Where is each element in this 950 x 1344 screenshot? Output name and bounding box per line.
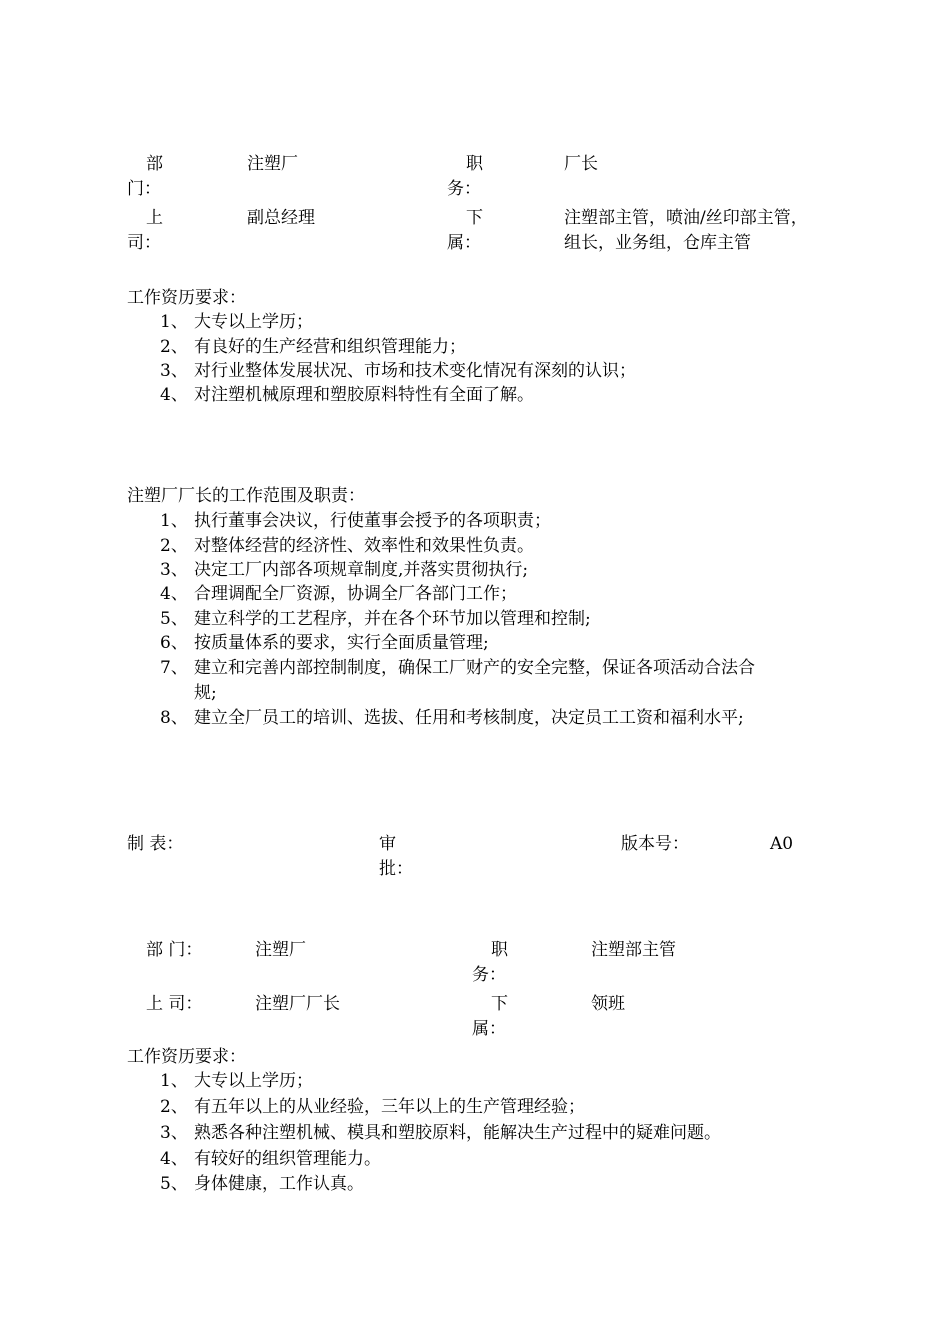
subordinate-value: 领班	[591, 994, 625, 1014]
subordinate-label: 下	[491, 994, 508, 1014]
duties-title: 注塑厂厂长的工作范围及职责：	[127, 486, 365, 506]
list-number: 5、	[160, 1174, 188, 1194]
list-text-continuation: 规;	[194, 683, 217, 703]
superior-value: 注塑厂厂长	[255, 994, 340, 1014]
list-text: 熟悉各种注塑机械、模具和塑胶原料，能解决生产过程中的疑难问题。	[194, 1123, 721, 1143]
list-item	[160, 582, 517, 606]
position-label-cont: 务：	[447, 179, 481, 199]
superior-label: 上 司：	[146, 994, 203, 1014]
list-item	[160, 359, 636, 383]
position-label-cont: 务：	[472, 965, 506, 985]
list-number: 3、	[160, 1123, 188, 1143]
dept-label: 部 门：	[146, 940, 203, 960]
version-value: A0	[770, 834, 794, 854]
list-item	[160, 607, 591, 631]
list-text: 建立和完善内部控制制度，确保工厂财产的安全完整，保证各项活动合法合	[194, 658, 755, 678]
list-item	[160, 1172, 364, 1196]
list-number: 1、	[160, 511, 188, 531]
list-text: 大专以上学历；	[194, 312, 313, 332]
list-item	[160, 534, 534, 558]
list-number: 7、	[160, 658, 188, 678]
list-number: 3、	[160, 361, 188, 381]
list-item	[160, 1069, 313, 1093]
list-text: 有五年以上的从业经验，三年以上的生产管理经验；	[194, 1097, 585, 1117]
list-text: 大专以上学历；	[194, 1071, 313, 1091]
list-text: 建立全厂员工的培训、选拔、任用和考核制度，决定员工工资和福利水平;	[194, 708, 744, 728]
list-text: 对行业整体发展状况、市场和技术变化情况有深刻的认识；	[194, 361, 636, 381]
subordinate-value-cont: 组长，业务组，仓库主管	[564, 233, 751, 253]
subordinate-value: 注塑部主管，喷油/丝印部主管，	[564, 208, 808, 228]
list-item	[160, 656, 755, 680]
requirements-title: 工作资历要求：	[127, 288, 246, 308]
list-text: 按质量体系的要求，实行全面质量管理;	[194, 633, 489, 653]
superior-label-cont: 司：	[127, 233, 161, 253]
list-item	[160, 706, 744, 730]
list-item	[160, 509, 551, 533]
list-number: 2、	[160, 536, 188, 556]
position-value: 注塑部主管	[591, 940, 676, 960]
subordinate-label-cont: 属：	[447, 233, 481, 253]
list-item	[160, 1147, 381, 1171]
list-item	[160, 1095, 585, 1119]
version-label: 版本号：	[621, 834, 689, 854]
superior-value: 副总经理	[247, 208, 315, 228]
list-item	[160, 631, 489, 655]
list-text: 对注塑机械原理和塑胶原料特性有全面了解。	[194, 385, 534, 405]
list-number: 2、	[160, 337, 188, 357]
list-number: 3、	[160, 560, 188, 580]
list-text: 执行董事会决议，行使董事会授予的各项职责；	[194, 511, 551, 531]
list-number: 2、	[160, 1097, 188, 1117]
list-number: 1、	[160, 1071, 188, 1091]
position-value: 厂长	[564, 154, 598, 174]
list-text: 有较好的组织管理能力。	[194, 1149, 381, 1169]
list-text: 对整体经营的经济性、效率性和效果性负责。	[194, 536, 534, 556]
dept-value: 注塑厂	[255, 940, 306, 960]
superior-label: 上	[146, 208, 163, 228]
list-number: 5、	[160, 609, 188, 629]
prepared-by-label: 制 表：	[127, 834, 184, 854]
requirements-title: 工作资历要求：	[127, 1047, 246, 1067]
list-text: 决定工厂内部各项规章制度,并落实贯彻执行;	[194, 560, 529, 580]
list-item	[160, 558, 528, 582]
list-item	[160, 383, 534, 407]
approver-label: 审	[379, 834, 396, 854]
dept-label-cont: 门：	[127, 179, 161, 199]
list-number: 6、	[160, 633, 188, 653]
position-label: 职	[466, 154, 483, 174]
list-number: 4、	[160, 1149, 188, 1169]
list-item	[160, 1121, 721, 1145]
list-number: 1、	[160, 312, 188, 332]
dept-value: 注塑厂	[247, 154, 298, 174]
list-number: 4、	[160, 584, 188, 604]
dept-label: 部	[146, 154, 163, 174]
list-text: 有良好的生产经营和组织管理能力；	[194, 337, 466, 357]
subordinate-label: 下	[466, 208, 483, 228]
subordinate-label-cont: 属：	[472, 1019, 506, 1039]
position-label: 职	[491, 940, 508, 960]
list-number: 8、	[160, 708, 188, 728]
list-number: 4、	[160, 385, 188, 405]
list-text: 身体健康，工作认真。	[194, 1174, 364, 1194]
list-item	[160, 310, 313, 334]
list-text: 合理调配全厂资源，协调全厂各部门工作；	[194, 584, 517, 604]
list-item	[160, 335, 466, 359]
list-text: 建立科学的工艺程序，并在各个环节加以管理和控制;	[194, 609, 591, 629]
approver-label-cont: 批：	[379, 859, 413, 879]
